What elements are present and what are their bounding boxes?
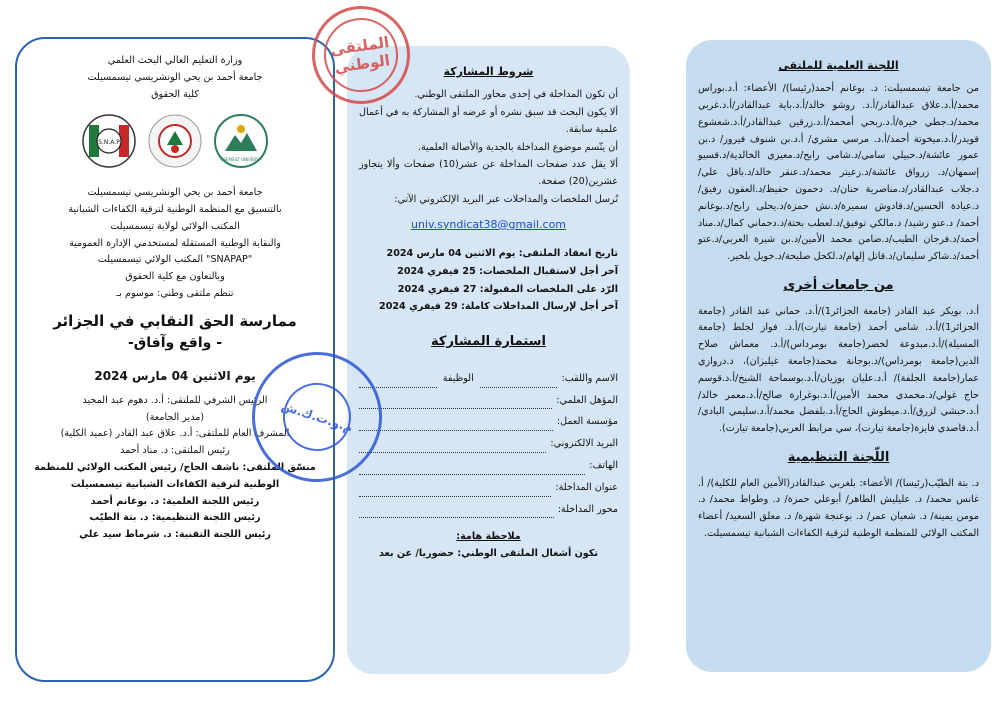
condition-4: ألا يقل عدد صفحات المداخلة عن عشر(10) صفحات وألا يتجاوز عشرين(20) صفحة.	[359, 159, 618, 188]
contact-email-link[interactable]: univ.syndicat38@gmail.com	[410, 217, 567, 231]
form-row-degree	[359, 393, 618, 410]
form-label-topic: عنوان المداخلة:	[555, 481, 618, 493]
condition-2: ألا يكون البحث قد سبق نشره أو عرضه أو المشاركة به في أعمال علمية سابقة.	[359, 107, 618, 135]
date-reply: الرّد على الملخصات المقبولة: 27 فيفري 2024	[397, 283, 618, 295]
conditions-title: شروط المشاركة	[443, 65, 534, 78]
form-field-axis[interactable]	[359, 507, 554, 518]
form-label-degree: المؤهل العلمي:	[556, 394, 618, 406]
organizing-committee-title: اللّجنة التنظيمية	[787, 449, 890, 465]
coordinator-1: منسّق الملتقى: ناشف الحاج/ رئيس المكتب الولائي للمنظمة	[34, 461, 316, 473]
tissemsilt-university-logo-icon	[213, 113, 269, 169]
form-label-phone: الهاتف:	[589, 459, 618, 471]
form-field-name[interactable]	[480, 377, 558, 388]
condition-3: أن يتّسم موضوع المداخلة بالجدية والأصالة العلمية.	[417, 141, 618, 153]
note-text: تكون أشغال الملتقى الوطني: حضوريا/ عن بعد	[378, 548, 599, 560]
red-seal-text: الملتقى الوطني	[319, 13, 403, 97]
ministry-line: وزارة التعليم العالي البحث العلمي	[107, 55, 243, 66]
tech-committee-head: رئيس اللجنة التقنية: د. شرماط سيد علي	[79, 529, 271, 541]
condition-1: أن تكون المداخلة في إحدى محاور الملتقى الوطني.	[414, 89, 618, 101]
other-universities-members: أ.د. بويكر عبد القادر (جامعة الجزائر1)/أ.د. حماني عبد القادر (جامعة الجزائر1)/أ.د. شامي أحمد (جامعة تيارت)/أ.د. فواز لجلط (جامعة المسيلة)/أ.د.مبدوعة لخضر(جامعة بومرداس)/أ.د. معماش صلاح الدين(جامعة بومرداس)/د.بوجانة محمد(جامعة غيليزان)، د.دروازي عمار(جامعة الجلفة)/ أ.د.عليان بوزيان/أ.د.بوسماحة الشيخ/أ.د.قوسم حاج غولي/د.محمدي محمد الأمين/أ.د.بوغرارة صالح/أ.د.معمر خالد/أ.د.حبشي لزرق/أ.د.ميطوش الحاج/أ.د.بلفضل محمد/أ.د.سليمي البادي/أ.د.قاصدي فايزة(جامعة تيارت)، سي مرابط العربي(جامعة تيارت).	[698, 305, 979, 435]
condition-5: تُرسل الملخصات والمداخلات عبر البريد الإلكتروني الآتي:	[394, 193, 618, 205]
sci-committee-head: رئيس اللجنة العلمية: د. بوغانم أحمد	[90, 495, 260, 507]
date-papers: آخر أجل لإرسال المداخلات كاملة: 29 فيفري 2024	[379, 301, 618, 313]
form-label-job: الوظيفة	[442, 372, 474, 384]
sci-committee-title: اللجنة العلمية للملتقى	[778, 59, 899, 72]
date-abstracts: آخر أجل لاستقبال الملخصات: 25 فيفري 2024	[397, 265, 618, 277]
logos-row	[31, 113, 319, 169]
svg-text:S.N.A.P: S.N.A.P	[98, 139, 120, 147]
other-universities-title: من جامعات أخرى	[783, 277, 894, 293]
form-row-work	[359, 414, 618, 431]
form-label-work: مؤسسة العمل:	[556, 416, 618, 428]
university-line: جامعة أحمد بن يحي الونشريسي تيسمسيلت	[87, 71, 263, 83]
general-supervisor: المشرف العام للملتقى: أ.د. علاق عبد القادر (عميد الكلية)	[60, 428, 290, 440]
form-field-work[interactable]	[359, 420, 553, 431]
organizer-2: بالتنسيق مع المنظمة الوطنية لترقية الكفاءات الشبانية	[68, 204, 282, 216]
form-label-email: البريد الالكتروني:	[550, 438, 618, 450]
conditions-panel	[347, 46, 630, 674]
form-field-degree[interactable]	[359, 398, 552, 409]
organizer-1: جامعة أحمد بن يحي الونشريسي تيسمسيلت	[87, 187, 263, 199]
form-row-email	[359, 436, 618, 453]
form-row-axis	[359, 502, 618, 519]
organizing-committee-members: د. بتة الطيّب(رئيسا)/ الأعضاء: بلغربي عبدالقادر(الأمين العام للكلية)/ أ. غانس محمد/ د. عليليش الطاهر/ أبوعلي حمزة/ د. وطواط محمد/ د. مومن يمينة/ د. شعبان عمر/ د. بوعنجة شهرة/ د. معلق السعيد/ أعضاء المكتب الولائي للمنظمة الوطنية لترقية الكفاءات الشبانية تيسمسيلت.	[698, 477, 979, 539]
conference-subtitle: - واقع وآفاق-	[127, 334, 223, 351]
form-title: استمارة المشاركة	[431, 334, 546, 350]
note-title: ملاحظة هامة:	[456, 531, 521, 543]
org-committee-head: رئيس اللجنة التنظيمية: د. بتة الطيّب	[89, 512, 261, 524]
organizer-4: والنقابة الوطنية المستقلة لمستخدمي الإدارة العمومية	[69, 237, 281, 249]
form-label-name: الاسم واللقب:	[561, 372, 618, 384]
date-event: تاريخ انعقاد الملتقى: يوم الاثنين 04 مارس 2024	[386, 247, 618, 259]
conference-title: ممارسة الحق النقابي في الجزائر	[53, 311, 297, 330]
form-field-phone[interactable]	[359, 464, 585, 475]
honorary-president: الرئيس الشرفي للملتقى: أ.د. دهوم عبد المجيد	[82, 394, 268, 406]
honorary-president-role: (مدير الجامعة)	[145, 411, 205, 423]
conference-date: يوم الاثنين 04 مارس 2024	[94, 368, 256, 383]
organizer-3: المكتب الولائي لولاية تيسمسيلت	[110, 220, 240, 232]
form-field-topic[interactable]	[359, 486, 551, 497]
form-label-axis: محور المداخلة:	[557, 503, 618, 515]
faculty-line: كلية الحقوق	[151, 88, 199, 100]
sci-committee-members: من جامعة تيسمسيلت: د. بوغانم أحمد(رئيسا)/ الأعضاء: أ.د.بوراس محمد/أ.د.علاق عبدالقادر/أ.د. روشو خالد/أ.د.باية عبدالقادر/أ.د.غربي محمد/د.جطي خيرة/أ.د.ربحي أمحمد/أ.د.زرقين عبدالقادر/أ.د.شعشوع قويدر/أ.د.ميخوتة أحمد/أ.د. مرسي مشري/ أ.د.بن شنوف فيروز/ د.بن عمور عائشة/د.حبيلي سامي/د.شامي رابح/د.معيزي الخالدية/د.قسيو إسمهان/د. زرواق عائشة/د.زعيتر محمد/د.عنقر خالد/د.باقل علي/د.جلاب عبدالقادر/د.مناصرية حنان/د. دحمون حفيظ/د.العقون رفيق/د.عيادة الحسين/د.قادوش سميرة/د.نش حمزة/د.يحلى رابح/د.بوغانم أحمد/ د.عتو رشيد/ د.مالكي توفيق/د.لعطب بختة/د.دحماني كمال/د.مناد أحمد/د.فرجان الطيب/د.ضامن محمد الأمين/د.بن شيرة العربي/د.عتو أحمد/د.شاكر سليمان/د.قاتل إلهام/د.لكحل صليحة/د.خويل بلخير.	[698, 83, 979, 263]
organizer-7: تنظم ملتقى وطني: موسوم بـ	[116, 288, 234, 300]
emblem-logo-icon	[147, 113, 203, 169]
form-row-topic	[359, 480, 618, 497]
form-row-name	[359, 371, 618, 388]
conference-president: رئيس الملتقى: د. مناد أحمد	[120, 445, 230, 457]
organizer-6: وبالتعاون مع كلية الحقوق	[125, 271, 225, 283]
scientific-committee-panel	[686, 40, 991, 672]
snapap-logo-icon	[81, 113, 137, 169]
form-row-phone	[359, 458, 618, 475]
svg-text:TISSEMSILT UNIVERSITY: TISSEMSILT UNIVERSITY	[217, 157, 265, 163]
coordinator-2: الوطنية لترقية الكفاءات الشبانية تيسمسيلت	[70, 478, 280, 490]
form-field-email[interactable]	[359, 442, 546, 453]
organizer-5: "SNAPAP" المكتب الولائي تيسمسيلت	[97, 254, 253, 266]
blue-seal-center: م.و.ت.ك.ش	[274, 374, 360, 460]
